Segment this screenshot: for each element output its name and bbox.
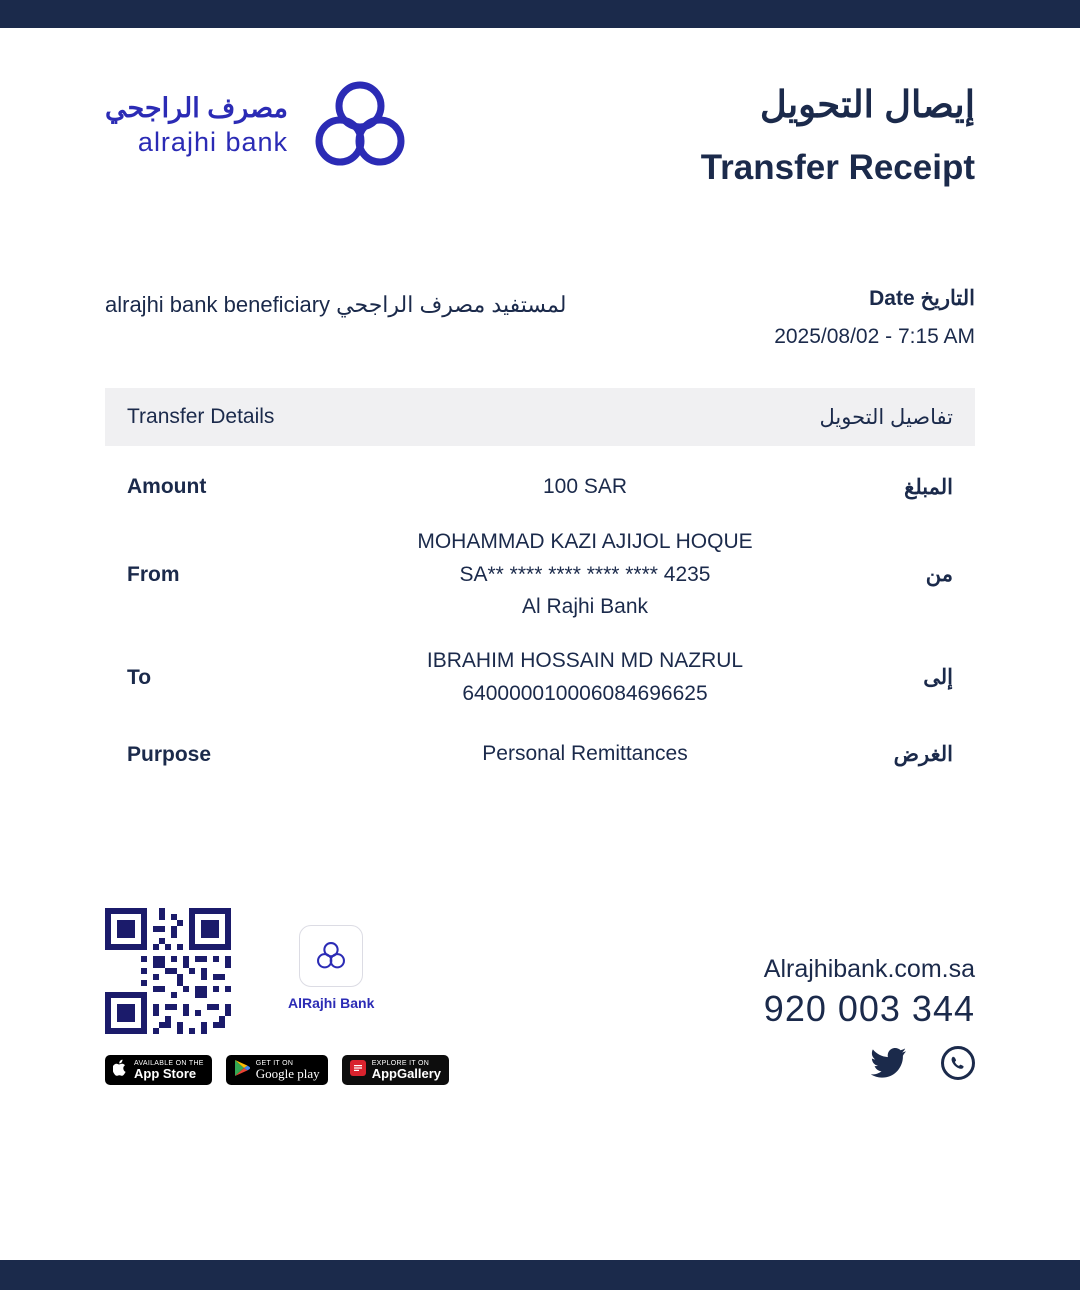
social-links <box>764 1046 975 1080</box>
row-label-arabic: إلى <box>923 666 953 690</box>
twitter-icon[interactable] <box>871 1047 907 1079</box>
receipt-meta <box>105 286 975 366</box>
app-store-big-label: App Store <box>134 1065 197 1081</box>
brand-text <box>105 92 288 160</box>
row-value-line: MOHAMMAD KAZI AJIJOL HOQUE <box>417 530 753 553</box>
date-label <box>774 286 975 311</box>
contact-block <box>764 955 975 1080</box>
row-value <box>367 471 803 504</box>
row-label-english: Purpose <box>127 742 212 766</box>
app-store-badge[interactable] <box>105 1055 212 1085</box>
google-play-small-label: GET IT ON <box>255 1059 294 1067</box>
row-value-line: Personal Remittances <box>482 742 688 766</box>
row-label-arabic: المبلغ <box>904 475 953 499</box>
google-play-icon <box>234 1059 250 1082</box>
transfer-details-title-english: Transfer Details <box>127 405 275 428</box>
transfer-details-header <box>105 388 975 446</box>
appgallery-badge[interactable] <box>342 1055 449 1085</box>
row-label-arabic: الغرض <box>893 743 953 767</box>
row-value-line: 640000010006084696625 <box>462 681 708 705</box>
row-value-line: 100 SAR <box>542 474 628 498</box>
receipt-header <box>0 60 1080 220</box>
row-value-line: Al Rajhi Bank <box>521 595 649 619</box>
app-store-small-label: AVAILABLE ON THE <box>134 1059 204 1067</box>
date-block <box>774 286 975 349</box>
app-badge[interactable] <box>288 925 374 1011</box>
app-name-label: AlRajhi Bank <box>288 995 375 1011</box>
status-bar-top <box>0 0 1080 28</box>
row-label-english: Amount <box>127 475 207 498</box>
store-badges <box>105 1055 449 1085</box>
google-play-badge[interactable] <box>226 1055 328 1085</box>
table-row-purpose <box>105 724 975 786</box>
date-value: 2025/08/02 - 7:15 AM <box>774 325 975 348</box>
beneficiary-line <box>105 292 566 318</box>
page-title-english: Transfer Receipt <box>700 147 975 187</box>
brand-lockup <box>105 80 410 172</box>
table-row-from <box>105 518 975 632</box>
google-play-big-label: Google play <box>255 1065 320 1081</box>
table-row-amount <box>105 456 975 518</box>
appgallery-big-label: AppGallery <box>371 1065 442 1081</box>
appgallery-icon <box>350 1060 366 1081</box>
row-value <box>367 645 803 710</box>
apple-icon <box>113 1059 128 1082</box>
date-label-english: Date <box>869 287 915 310</box>
table-row-to <box>105 632 975 724</box>
page-title-arabic: إيصال التحويل <box>759 84 975 125</box>
brand-name-arabic: مصرف الراجحي <box>105 93 289 124</box>
row-value-line: SA** **** **** **** **** 4235 <box>459 562 711 586</box>
receipt-footer <box>0 900 1080 1150</box>
whatsapp-icon[interactable] <box>941 1046 975 1080</box>
google-play-text <box>256 1060 320 1081</box>
app-store-text <box>134 1060 204 1081</box>
page-title <box>701 80 975 188</box>
brand-name-english: alrajhi bank <box>137 127 289 157</box>
appgallery-small-label: EXPLORE IT ON <box>371 1059 430 1067</box>
alrajhi-trefoil-logo-icon <box>310 80 410 172</box>
row-value <box>367 526 803 624</box>
transfer-details-title-arabic: تفاصيل التحويل <box>819 405 953 429</box>
beneficiary-label-english: alrajhi bank beneficiary <box>105 292 331 317</box>
row-label-english: From <box>127 562 180 586</box>
row-value <box>367 738 803 771</box>
row-label-english: To <box>127 665 152 689</box>
row-label-arabic: من <box>925 563 953 587</box>
transfer-details-rows <box>105 456 975 786</box>
phone-number[interactable]: 920 003 344 <box>763 988 975 1029</box>
date-label-arabic: التاريخ <box>920 287 975 310</box>
qr-code-icon[interactable] <box>105 908 231 1034</box>
beneficiary-label-arabic: لمستفيد مصرف الراجحي <box>336 292 567 317</box>
website-link[interactable]: Alrajhibank.com.sa <box>763 955 975 983</box>
appgallery-text <box>372 1060 441 1081</box>
row-value-line: IBRAHIM HOSSAIN MD NAZRUL <box>426 649 744 673</box>
status-bar-bottom <box>0 1260 1080 1290</box>
alrajhi-app-icon[interactable] <box>299 925 363 987</box>
